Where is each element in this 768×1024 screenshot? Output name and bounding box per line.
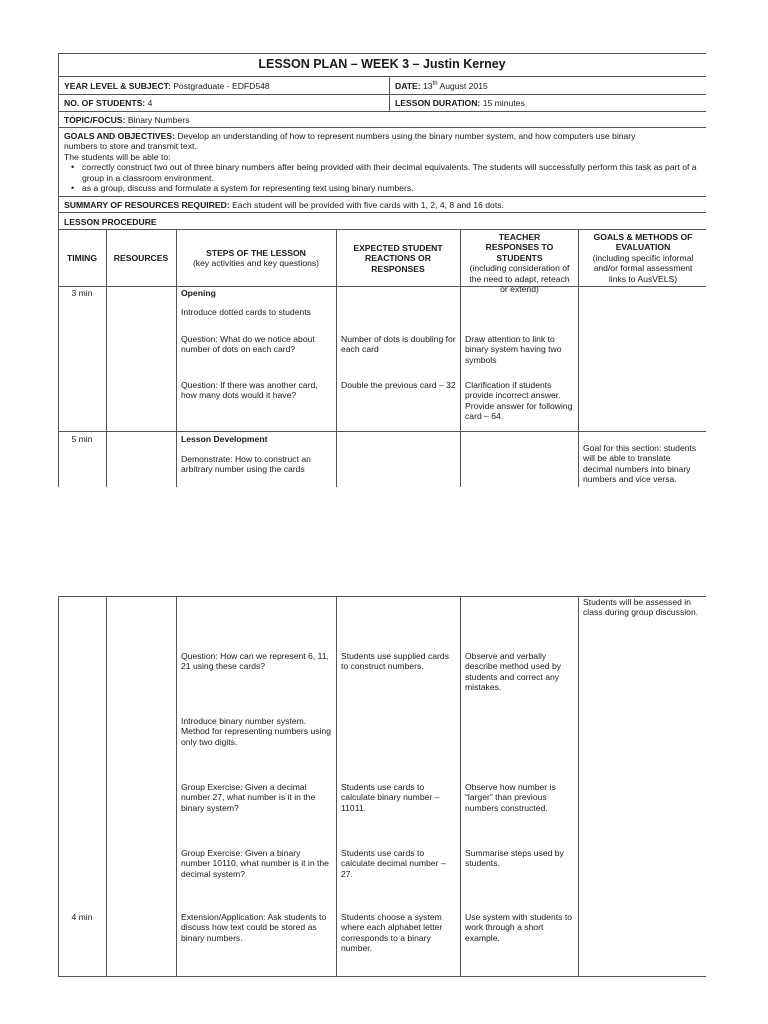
step-text: Introduce dotted cards to students [181,307,311,317]
topic-value: Binary Numbers [127,115,190,125]
goals-section [60,131,706,193]
teacher-subtitle: (including consideration of the need to adapt, reteach or extend) [469,263,570,295]
rule [106,229,107,487]
goals-text-2: numbers to store and transmit text. [64,141,197,152]
col-header-expected: EXPECTED STUDENT REACTIONS OR RESPONSES [353,243,443,274]
steps-title: STEPS OF THE LESSON [206,248,306,258]
expected-text: Students choose a system where each alphabet letter corresponds to a binary number. [341,912,443,954]
timing-cell: 5 min [71,434,93,444]
year-level-label: YEAR LEVEL & SUBJECT: [64,81,171,91]
timing-cell: 4 min [71,912,93,922]
duration-value: 15 minutes [482,98,525,108]
date-suffix: th [432,81,438,88]
step-text: Group Exercise: Given a decimal number 27, what number is it in the binary system? [181,782,316,813]
teacher-text: Observe and verbally describe method used by students and correct any mistakes. [465,651,562,693]
goals-list [64,162,702,193]
rule [58,111,706,112]
rule [58,53,706,54]
step-text: Introduce binary number system. Method for representing numbers using only two digits. [181,716,331,747]
step-heading: Opening [181,288,216,298]
rule [58,127,706,128]
step-text: Question: If there was another card, how many dots would it have? [181,380,318,401]
step-text: Demonstrate: How to construct an arbitrary number using the cards [181,454,311,475]
step-text: Question: How can we represent 6, 11, 21 using these cards? [181,651,329,672]
date-day: 13 [423,81,433,91]
teacher-text: Observe how number is “larger” than previous numbers constructed. [465,782,556,813]
duration-field [391,98,705,108]
goals-subtitle: (including specific informal and/or formal assessment links to AusVELS) [592,252,694,284]
rule [578,596,579,976]
col-header-timing: TIMING [66,253,98,263]
teacher-title: TEACHER RESPONSES TO STUDENTS [485,232,554,263]
timing-cell: 3 min [71,288,93,298]
rule [106,596,107,976]
procedure-label: LESSON PROCEDURE [64,217,157,227]
date-month-year: August 2015 [439,81,488,91]
expected-text: Double the previous card – 32 [341,380,456,390]
rule [58,431,706,432]
goal-item: • as a group, discuss and formulate a system for representing text using binary numbers. [82,183,702,193]
evaluation-text: Goal for this section: students will be able to translate decimal numbers into binary numbers and vice versa. [583,443,697,485]
step-text: Extension/Application: Ask students to discuss how text could be stored as binary numbers. [181,912,327,943]
students-field [60,98,388,108]
col-header-teacher [461,232,578,294]
rule [58,53,59,487]
resources-label: SUMMARY OF RESOURCES REQUIRED: [64,200,230,210]
step-text: Question: What do we notice about number of dots on each card? [181,334,315,355]
students-value: 4 [147,98,153,108]
resources-value: Each student will be provided with five cards with 1, 2, 4, 8 and 16 dots. [232,200,504,210]
expected-text: Students use cards to calculate decimal number – 27. [341,848,446,879]
rule [58,286,706,287]
expected-text: Students use supplied cards to construct numbers. [341,651,449,672]
rule [58,229,706,230]
expected-text: Number of dots is doubling for each card [341,334,456,355]
col-header-steps [176,248,336,269]
col-header-resources: RESOURCES [113,253,169,263]
evaluation-text: Students will be assessed in class during group discussion. [583,597,699,618]
goals-text-1: Develop an understanding of how to represent numbers using the binary number system, and how computers use binary [177,131,636,141]
step-text: Group Exercise: Given a binary number 10110, what number is it in the decimal system? [181,848,329,879]
step-heading: Lesson Development [181,434,268,444]
rule [336,229,337,487]
goal-item: • correctly construct two out of three binary numbers after being provided with their decimal equivalents. The students will successfully perform this task as part of a group in a classroom environment. [82,162,697,183]
date-field [391,81,705,91]
year-level-value: Postgraduate - EDFD548 [173,81,270,91]
date-label: DATE: [395,81,421,91]
topic-label: TOPIC/FOCUS: [64,115,126,125]
rule [58,76,706,77]
teacher-text: Use system with students to work through a short example. [465,912,572,943]
col-header-goals [580,232,706,284]
goals-label: GOALS AND OBJECTIVES: [64,131,175,141]
duration-label: LESSON DURATION: [395,98,481,108]
topic-field [60,115,700,125]
students-label: NO. OF STUDENTS: [64,98,146,108]
goals-title: GOALS & METHODS OF EVALUATION [593,232,693,253]
teacher-text: Draw attention to link to binary system having two symbols [465,334,562,365]
expected-text: Students use cards to calculate binary number – 11011. [341,782,440,813]
rule [58,94,706,95]
rule [58,212,706,213]
goals-text-3: The students will be able to: [64,151,171,162]
teacher-text: Summarise steps used by students. [465,848,564,869]
rule [58,196,706,197]
steps-subtitle: (key activities and key questions) [192,258,320,269]
teacher-text: Clarification if students provide incorrect answer. Provide answer for following card – 64. [465,380,573,422]
rule [389,76,390,111]
year-level-field [60,81,388,91]
goals-line-1 [64,131,702,141]
page-title: LESSON PLAN – WEEK 3 – Justin Kerney [258,57,506,71]
rule [58,976,706,977]
resources-field [60,200,706,210]
